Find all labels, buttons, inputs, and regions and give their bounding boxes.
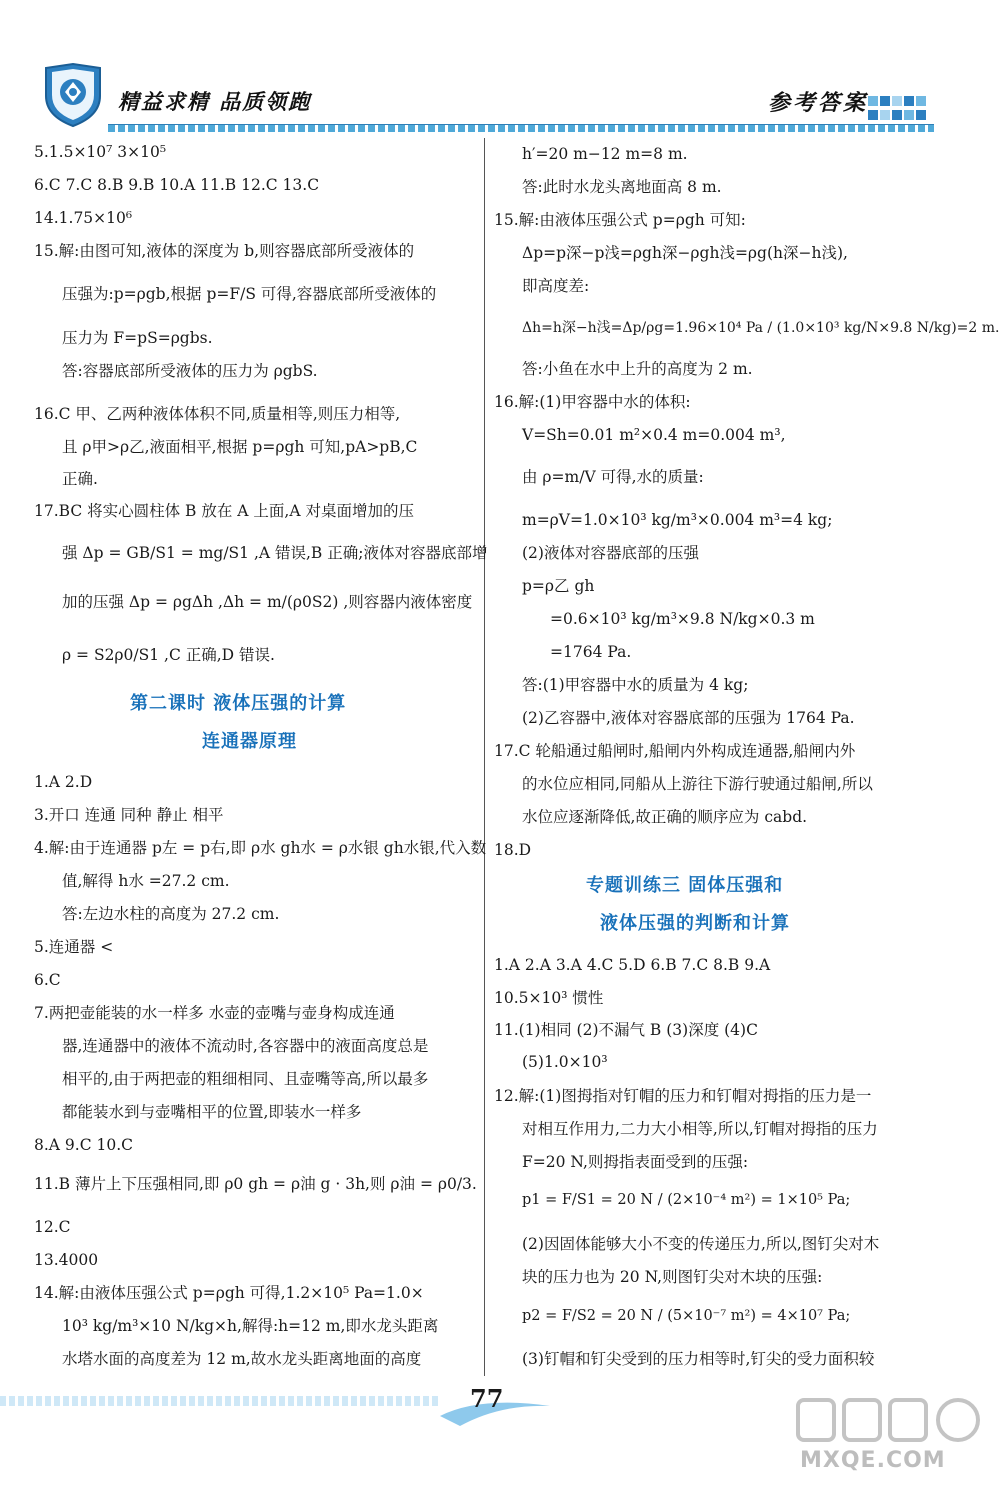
answer-line: 15.解:由图可知,液体的深度为 b,则容器底部所受液体的	[34, 242, 415, 260]
answer-line: 15.解:由液体压强公式 p=ρgh 可知:	[494, 211, 746, 229]
answer-line: (2)液体对容器底部的压强	[522, 544, 699, 562]
answer-line: 4.解:由于连通器 p左 = p右,即 ρ水 gh水 = ρ水银 gh水银,代入数	[34, 839, 487, 857]
watermark-text: MXQE.COM	[800, 1448, 946, 1473]
answer-line: (2)因固体能够大小不变的传递压力,所以,图钉尖对木	[522, 1235, 880, 1253]
answer-line: 5.1.5×10⁷ 3×10⁵	[34, 143, 167, 161]
page-number: 77	[470, 1384, 504, 1413]
answer-line: (5)1.0×10³	[522, 1053, 608, 1071]
answer-line: Δp=p深−p浅=ρgh深−ρgh浅=ρg(h深−h浅),	[522, 244, 848, 262]
answer-line: 压力为 F=pS=ρgbs.	[62, 329, 213, 347]
header-slogan: 精益求精 品质领跑	[118, 89, 312, 114]
footer-rule	[0, 1396, 440, 1406]
answer-line: 值,解得 h水 =27.2 cm.	[62, 872, 230, 890]
answer-line: 17.C 轮船通过船闸时,船闸内外构成连通器,船闸内外	[494, 742, 856, 760]
shield-logo-icon	[38, 62, 108, 128]
answer-line: 17.BC 将实心圆柱体 B 放在 A 上面,A 对桌面增加的压	[34, 502, 414, 520]
answer-line: 块的压力也为 20 N,则图钉尖对木块的压强:	[522, 1268, 823, 1286]
header-rule	[108, 124, 934, 132]
answer-line: 16.解:(1)甲容器中水的体积:	[494, 393, 691, 411]
answer-line: 5.连通器 <	[34, 938, 114, 956]
answer-line: Δh=h深−h浅=Δp/ρg=1.96×10⁴ Pa / (1.0×10³ kg/N×9.8 N/kg)=2 m.	[522, 320, 1000, 336]
answer-line: V=Sh=0.01 m²×0.4 m=0.004 m³,	[522, 426, 786, 444]
answer-line: =1764 Pa.	[550, 643, 632, 661]
answer-line: 都能装水到与壶嘴相平的位置,即装水一样多	[62, 1103, 362, 1121]
answer-line: p2 = F/S2 = 20 N / (5×10⁻⁷ m²) = 4×10⁷ Pa;	[522, 1308, 851, 1324]
answer-line: 6.C	[34, 971, 61, 989]
answer-line: 由 ρ=m/V 可得,水的质量:	[522, 468, 704, 486]
answer-line: 相平的,由于两把壶的粗细相同、且壶嘴等高,所以最多	[62, 1070, 429, 1088]
answer-line: =0.6×10³ kg/m³×9.8 N/kg×0.3 m	[550, 610, 815, 628]
answer-line: 且 ρ甲>ρ乙,液面相平,根据 p=ρgh 可知,pA>pB,C	[62, 438, 418, 456]
answer-line: 14.1.75×10⁶	[34, 209, 133, 227]
answer-line: 水塔水面的高度差为 12 m,故水龙头距离地面的高度	[62, 1350, 422, 1368]
answer-line: 1.A 2.A 3.A 4.C 5.D 6.B 7.C 8.B 9.A	[494, 956, 771, 974]
answer-line: 对相互作用力,二力大小相等,所以,钉帽对拇指的压力	[522, 1120, 878, 1138]
answer-line: 正确.	[62, 470, 98, 488]
answer-line: 14.解:由液体压强公式 p=ρgh 可得,1.2×10⁵ Pa=1.0×	[34, 1284, 424, 1302]
section-heading: 第二课时 液体压强的计算	[130, 693, 347, 714]
header-section-title: 参考答案	[768, 90, 869, 116]
column-divider	[484, 138, 485, 1376]
answer-line: 答:左边水柱的高度为 27.2 cm.	[62, 905, 280, 923]
answer-line: 加的压强 Δp = ρgΔh ,Δh = m/(ρ0S2) ,则容器内液体密度	[62, 593, 473, 611]
answer-line: 18.D	[494, 841, 532, 859]
answer-line: 6.C 7.C 8.B 9.B 10.A 11.B 12.C 13.C	[34, 176, 320, 194]
answer-line: ρ = S2ρ0/S1 ,C 正确,D 错误.	[62, 646, 275, 664]
answer-line: 12.C	[34, 1218, 71, 1236]
answer-line: 3.开口 连通 同种 静止 相平	[34, 806, 224, 824]
answer-line: 11.(1)相同 (2)不漏气 B (3)深度 (4)C	[494, 1021, 758, 1039]
answer-line: 压强为:p=ρgb,根据 p=F/S 可得,容器底部所受液体的	[62, 285, 437, 303]
page-header	[0, 0, 1000, 140]
answer-line: 12.解:(1)图拇指对钉帽的压力和钉帽对拇指的压力是一	[494, 1087, 872, 1105]
answer-line: 13.4000	[34, 1251, 99, 1269]
answer-line: (2)乙容器中,液体对容器底部的压强为 1764 Pa.	[522, 709, 855, 727]
answer-line: 16.C 甲、乙两种液体体积不同,质量相等,则压力相等,	[34, 405, 401, 423]
answer-line: 强 Δp = GB/S1 = mg/S1 ,A 错误,B 正确;液体对容器底部增	[62, 544, 488, 562]
answer-line: h′=20 m−12 m=8 m.	[522, 145, 688, 163]
answer-line: 答:(1)甲容器中水的质量为 4 kg;	[522, 676, 749, 694]
answer-line: p1 = F/S1 = 20 N / (2×10⁻⁴ m²) = 1×10⁵ Pa;	[522, 1192, 851, 1208]
answer-line: 11.B 薄片上下压强相同,即 ρ0 gh = ρ油 g · 3h,则 ρ油 = ρ0/3.	[34, 1175, 477, 1193]
section-subheading: 液体压强的判断和计算	[600, 913, 790, 934]
answer-line: 答:小鱼在水中上升的高度为 2 m.	[522, 360, 753, 378]
answer-line: 的水位应相同,同船从上游往下游行驶通过船闸,所以	[522, 775, 873, 793]
answer-line: 答:容器底部所受液体的压力为 ρgbS.	[62, 362, 318, 380]
section-heading: 专题训练三 固体压强和	[586, 875, 784, 896]
answer-line: 1.A 2.D	[34, 773, 93, 791]
answer-line: 7.两把壶能装的水一样多 水壶的壶嘴与壶身构成连通	[34, 1004, 395, 1022]
answer-line: F=20 N,则拇指表面受到的压强:	[522, 1153, 749, 1171]
answer-line: 器,连通器中的液体不流动时,各容器中的液面高度总是	[62, 1037, 429, 1055]
answer-line: p=ρ乙 gh	[522, 577, 595, 595]
answer-line: 水位应逐渐降低,故正确的顺序应为 cabd.	[522, 808, 808, 826]
answer-line: 10.5×10³ 惯性	[494, 989, 604, 1007]
answer-line: (3)钉帽和钉尖受到的压力相等时,钉尖的受力面积较	[522, 1350, 875, 1368]
answer-line: 10³ kg/m³×10 N/kg×h,解得:h=12 m,即水龙头距离	[62, 1317, 439, 1335]
answer-line: 8.A 9.C 10.C	[34, 1136, 133, 1154]
answer-line: 答:此时水龙头离地面高 8 m.	[522, 178, 722, 196]
section-subheading: 连通器原理	[202, 731, 297, 752]
answer-line: 即高度差:	[522, 277, 590, 295]
answer-line: m=ρV=1.0×10³ kg/m³×0.004 m³=4 kg;	[522, 511, 833, 529]
